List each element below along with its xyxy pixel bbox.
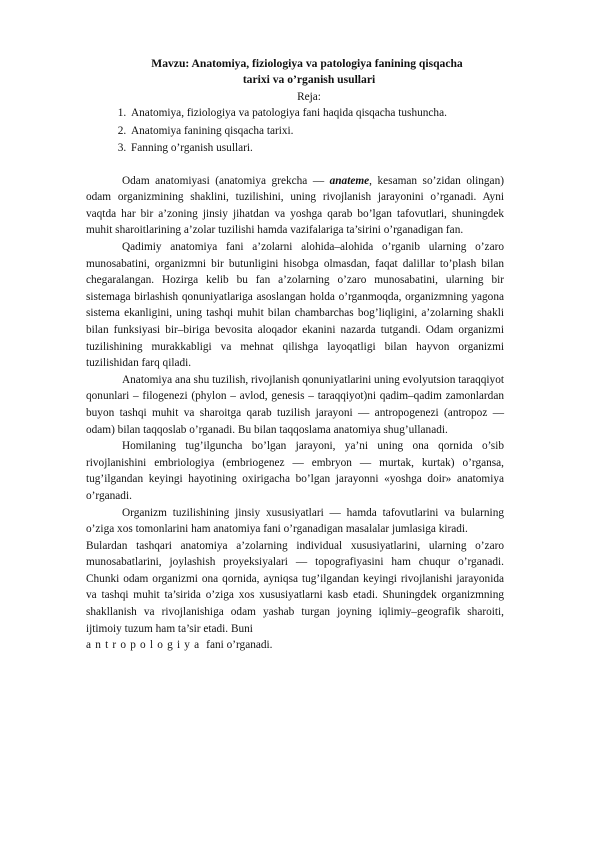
paragraph-sex-differences: Organizm tuzilishining jinsiy xususiyatlari — hamda tafovutlarini va bularning o’ziga xos tomonlarini ham anatomiya fani o’rganadigan masalalar jumlasiga kiradi. [86,506,504,536]
paragraph-text: fani o’rganadi. [203,639,273,652]
plan-item: 3. Fanning o’rganish usullari. [129,140,504,157]
spacer [86,158,504,173]
title-line-2: tarixi va o’rganish usullari [242,73,376,87]
paragraph-individual-features [86,538,504,654]
plan-item: 2. Anatomiya fanining qisqacha tarixi. [129,123,504,140]
plan-item: 1. Anatomiya, fiziologiya va patologiya fani haqida qisqacha tushuncha. [129,105,504,122]
spaced-term: antropologiya [86,639,204,652]
plan-heading: Reja: [297,90,321,103]
paragraph-ancient-anatomy: Qadimiy anatomiya fani a’zolarni alohida–alohida o’rganib ularning o’zaro munosabatini, organizmni bir butunligini hisobga olmasdan, faqat dalillar to’plash bilan chegaralangan. Hozirga kelib bu fan a’zolarning o’zaro munosabatini, ularning bir sistemaga birlashish qonuniyatlariga asoslangan holda o’rganmoqda, organizmning yagona sistema ekanligini, uning tashqi muhit bilan chambarchas bog’liqligini, a’zolarning shakli bilan funksiyasi bir–biriga bevosita aloqador ekanini nazarda tutgandi. Odam organizmi tuzilishining murakkabligi va mehnat qilishga layoqatligi bilan hayvon organizmi tuzilishidan farq qiladi. [86,241,504,370]
document-title [86,56,504,89]
document-page [86,56,504,654]
paragraph-embryology: Homilaning tug’ilguncha bo’lgan jarayoni, ya’ni uning ona qornida o’sib rivojlanishini embriologiya (embriogenez — embryon — murtak, kurtak) o’rgansa, tug’ilgandan keyingi hayotining oxirigacha bo’lgan jarayonni «yoshga doir» anatomiya o’rganadi. [86,440,504,502]
plan-list [108,105,504,157]
title-line-1: Mavzu: Anatomiya, fiziologiya va patologiya fanining qisqacha [151,57,463,70]
paragraph-text: Bulardan tashqari anatomiya a’zolarning individual xususiyatlarini, ularning o’zaro munosabatlarini, joylashish proyeksiyalari — topografiyasini ham chuqur o’rganadi. Chunki odam organizmi ona qornida, ayniqsa tug’ilgandan keyingi rivojlanishi jarayonida va tashqi muhit ta’sirida o’ziga xos xususiyatlarni kasb etadi. Shuningdek organizmning shakllanish va rivojlanishiga odam yashab turgan joyning iqlimiy–geografik sharoiti, ijtimoiy tuzum ham ta’sir etadi. Buni [86,539,504,635]
paragraph-text: Odam anatomiyasi (anatomiya grekcha — [122,174,330,187]
paragraph-evolution: Anatomiya ana shu tuzilish, rivojlanish qonuniyatlarini uning evolyutsion taraqqiyot qonunlari – filogenezi (phylon – avlod, genesis – taraqqiyot)ni qadim–qadim zamonlardan buyon tashqi muhit va sharoitga qarab tuzilish jarayoni — antropogenezi (antropoz — odam) bilan taqqoslab o’rganadi. Bu bilan taqqoslama anatomiya shug’ullanadi. [86,373,504,436]
paragraph-anatomy-definition [86,173,504,239]
emphasized-term: anateme [329,174,370,187]
paragraph-text: , kesaman so’zidan olingan) odam organizmining shaklini, tuzilishini, uning rivojlanish jarayonini o’rganadi. Ayni vaqtda har bir a’zoning jinsiy jihatdan va yoshga qarab bo’lgan tafovutlari, shuningdek muhit sharoitlarining a’zolar tuzilishi hamda vazifalariga ta’sirini o’rganadigan fan. [86,174,504,237]
